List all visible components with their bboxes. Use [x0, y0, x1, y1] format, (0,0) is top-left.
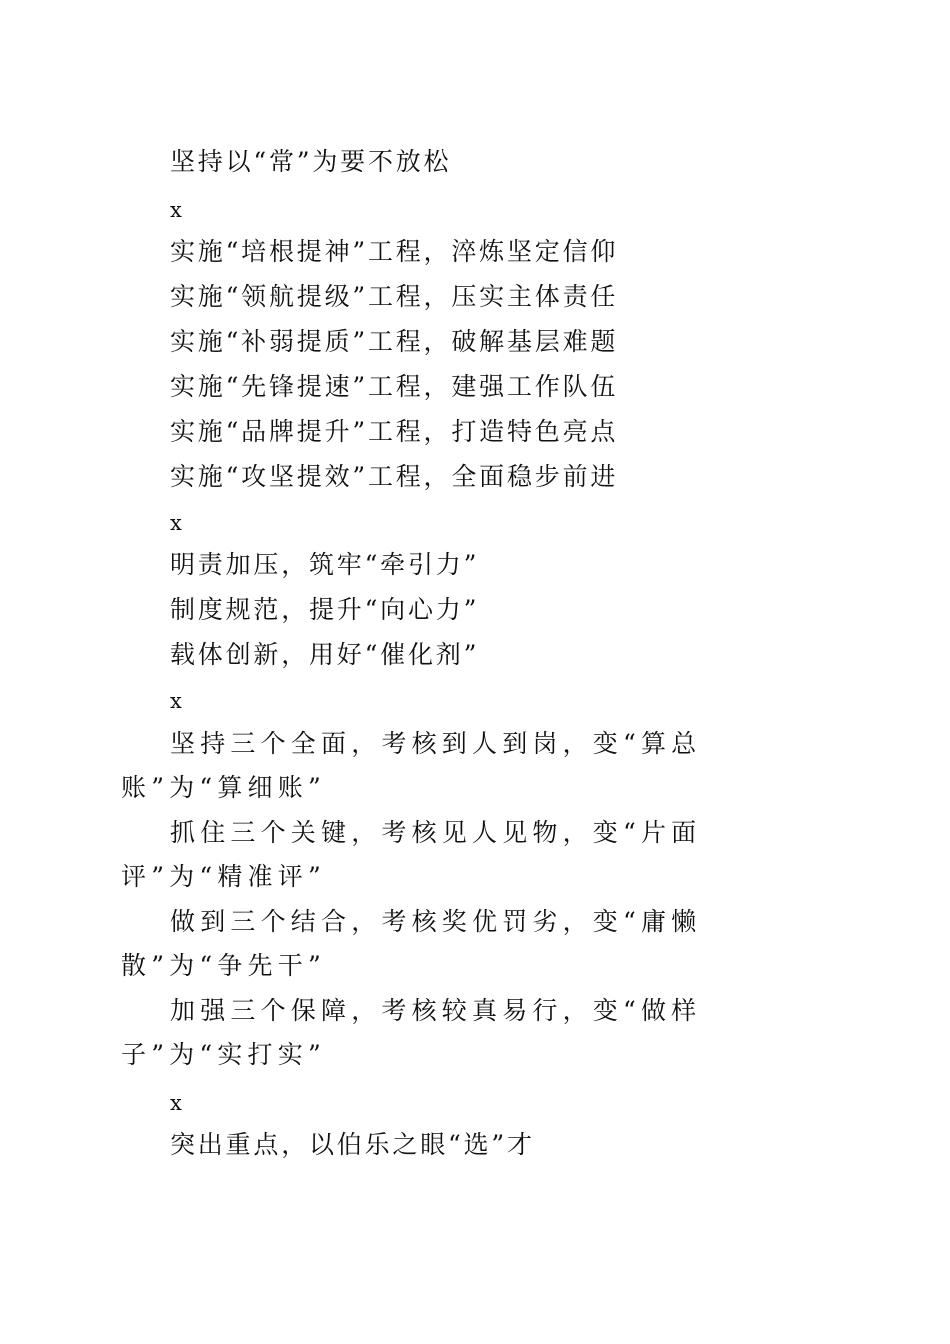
heading-line: 坚持以“常”为要不放松	[170, 147, 452, 176]
heading-line: 突出重点，以伯乐之眼“选”才	[170, 1130, 535, 1159]
section-separator: x	[170, 689, 182, 713]
heading-line: 实施“攻坚提效”工程，全面稳步前进	[170, 462, 619, 491]
body-paragraph: 坚持三个全面，考核到人到岗，变“算总账”为“算细账”	[121, 729, 702, 802]
section-separator: x	[170, 198, 182, 222]
section-separator: x	[170, 511, 182, 535]
heading-line: 实施“培根提神”工程，淬炼坚定信仰	[170, 237, 619, 266]
heading-line: 实施“补弱提质”工程，破解基层难题	[170, 327, 619, 356]
heading-line: 制度规范，提升“向心力”	[170, 595, 480, 624]
heading-line: 实施“品牌提升”工程，打造特色亮点	[170, 417, 619, 446]
heading-line: 载体创新，用好“催化剂”	[170, 640, 480, 669]
body-paragraph: 抓住三个关键，考核见人见物，变“片面评”为“精准评”	[121, 818, 702, 891]
section-separator: x	[170, 1091, 182, 1115]
body-paragraph: 加强三个保障，考核较真易行，变“做样子”为“实打实”	[121, 996, 702, 1069]
heading-line: 明责加压，筑牢“牵引力”	[170, 550, 480, 579]
body-paragraph: 做到三个结合，考核奖优罚劣，变“庸懒散”为“争先干”	[121, 907, 702, 980]
heading-line: 实施“领航提级”工程，压实主体责任	[170, 282, 619, 311]
heading-line: 实施“先锋提速”工程，建强工作队伍	[170, 372, 619, 401]
